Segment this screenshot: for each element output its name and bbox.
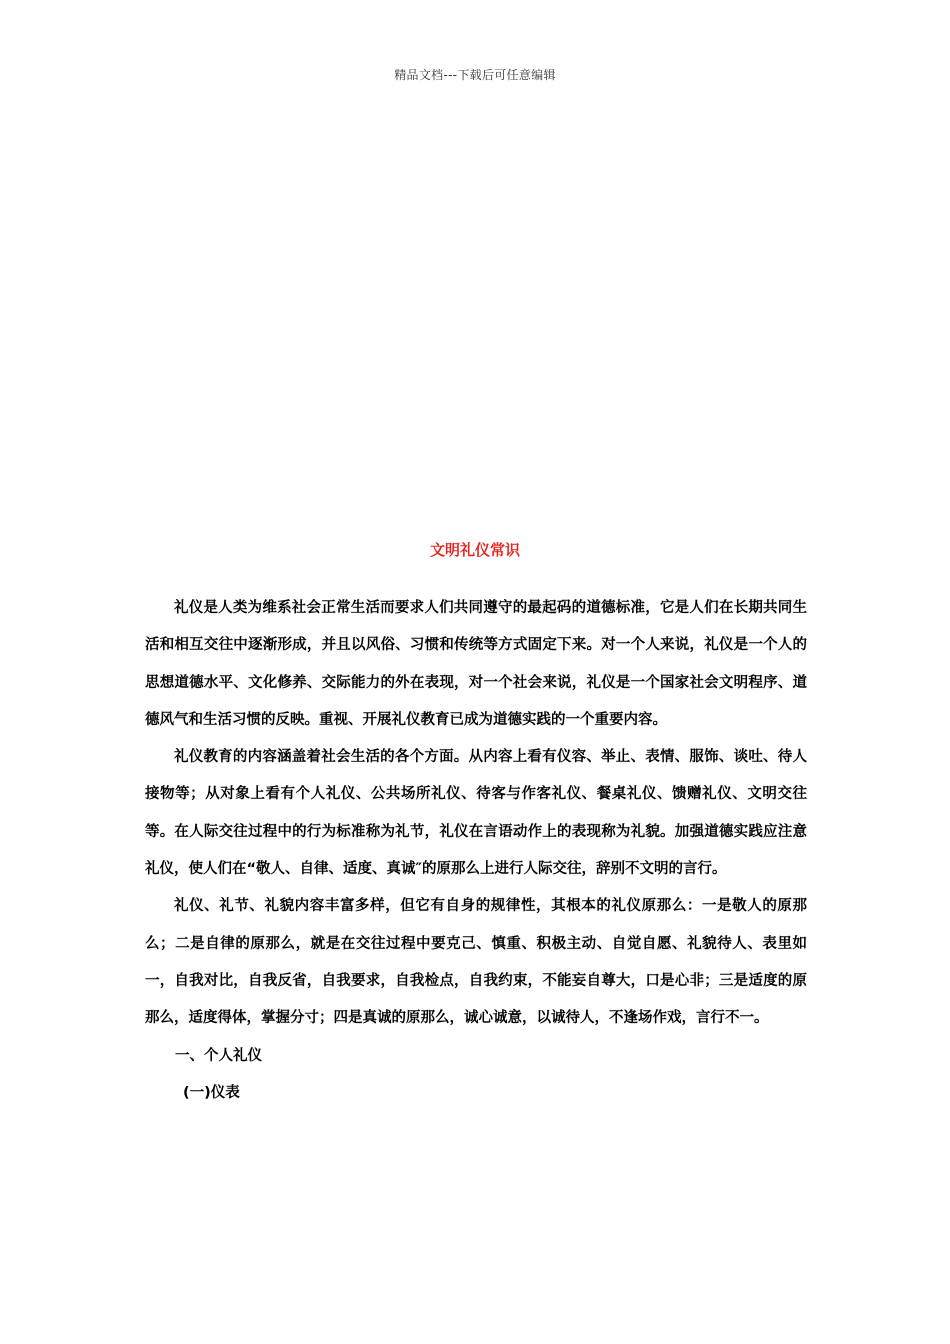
- paragraph-1: 礼仪是人类为维系社会正常生活而要求人们共同遵守的最起码的道德标准，它是人们在长期共同生活和相互交往中逐渐形成，并且以风俗、习惯和传统等方式固定下来。对一个人来说，礼仪是一个人的思想道德水平、文化修养、交际能力的外在表现，对一个社会来说，礼仪是一个国家社会文明程序、道德风气和生活习惯的反映。重视、开展礼仪教育已成为道德实践的一个重要内容。: [145, 600, 807, 728]
- paragraph-2: 礼仪教育的内容涵盖着社会生活的各个方面。从内容上看有仪容、举止、表情、服饰、谈吐、待人接物等；从对象上看有个人礼仪、公共场所礼仪、待客与作客礼仪、餐桌礼仪、馈赠礼仪、文明交往等。在人际交往过程中的行为标准称为礼节，礼仪在言语动作上的表现称为礼貌。加强道德实践应注意礼仪，使人们在“敬人、自律、适度、真诚″的原那么上进行人际交往，辞别不文明的言行。: [145, 749, 807, 878]
- paragraph-3: 礼仪、礼节、礼貌内容丰富多样，但它有自身的规律性，其根本的礼仪原那么：一是敬人的原那么；二是自律的原那么，就是在交往过程中要克己、慎重、积极主动、自觉自愿、礼貌待人、表里如一，自我对比，自我反省，自我要求，自我检点，自我约束，不能妄自尊大，口是心非；三是适度的原那么，适度得体，掌握分寸；四是真诚的原那么，诚心诚意，以诚待人，不逢场作戏，言行不一。: [145, 898, 807, 1027]
- subsection-heading: (一)仪表: [183, 1084, 240, 1101]
- document-title: 文明礼仪常识: [429, 541, 520, 559]
- page-header: 精品文档---下载后可任意编辑: [394, 68, 556, 82]
- section-heading: 一、个人礼仪: [175, 1047, 262, 1064]
- document-body: [145, 590, 807, 1112]
